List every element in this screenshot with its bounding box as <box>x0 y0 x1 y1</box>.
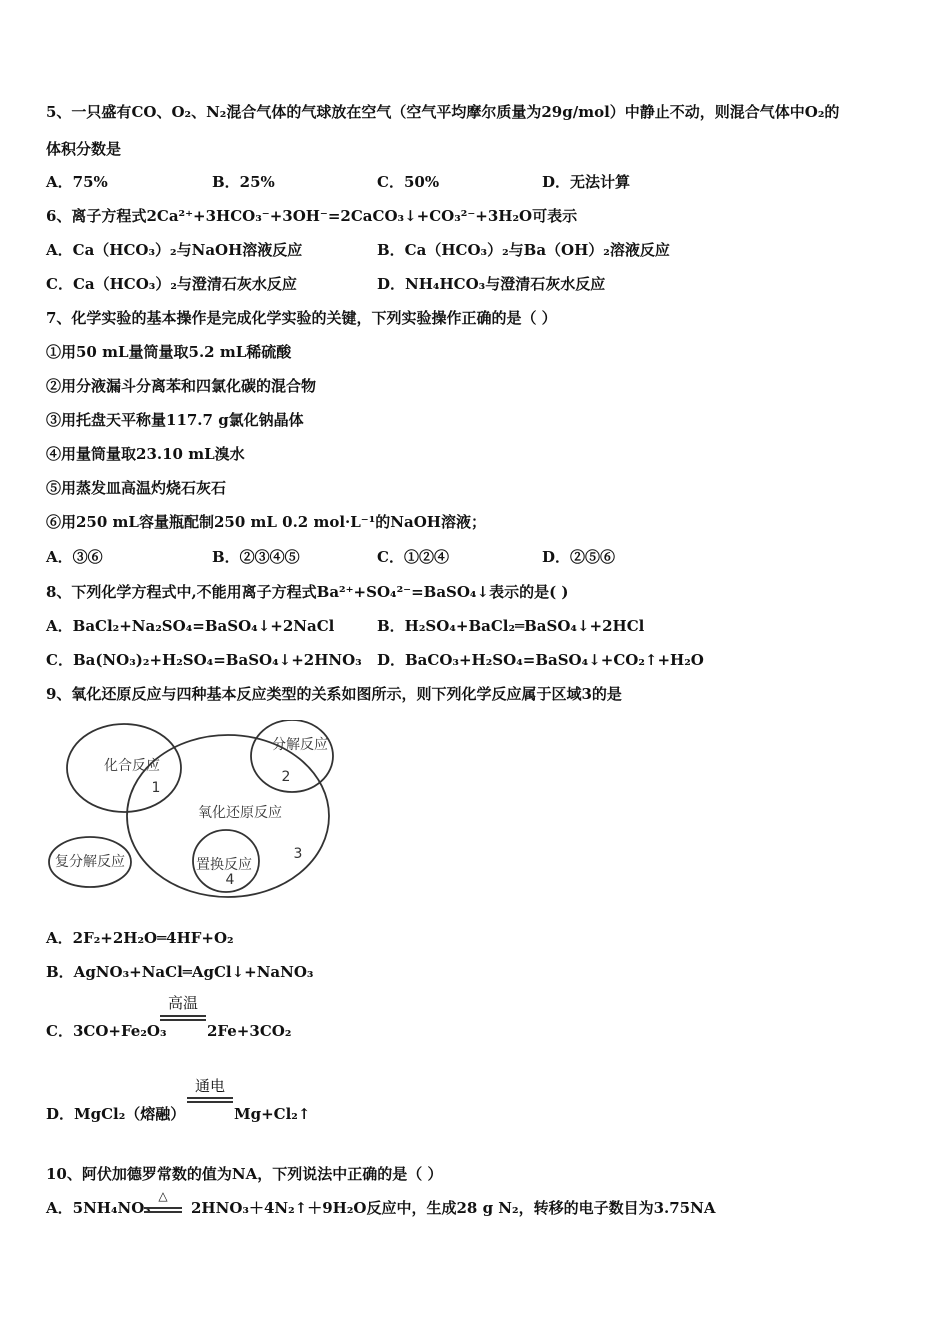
q9-option-c-condition: 高温 <box>167 994 198 1012</box>
q10-option-a-left: A．5NH₄NO₃ <box>46 1199 151 1217</box>
q5-stem-line2: 体积分数是 <box>46 140 122 158</box>
q7-item-4: ④用量筒量取23.10 mL溴水 <box>46 445 245 463</box>
q7-item-1: ①用50 mL量筒量取5.2 mL稀硫酸 <box>46 343 292 361</box>
region-2-number: 2 <box>281 769 291 785</box>
double-decomposition-label: 复分解反应 <box>55 854 125 870</box>
displacement-label: 置换反应 <box>196 857 252 873</box>
q10-option-a-right: 2HNO₃＋4N₂↑＋9H₂O反应中，生成28 g N₂，转移的电子数目为3.75NA <box>191 1199 716 1217</box>
q9-option-d-left: D．MgCl₂（熔融） <box>46 1105 186 1123</box>
region-3-number: 3 <box>293 846 303 862</box>
q7-option-a: A．③⑥ <box>46 548 103 566</box>
q8-option-a: A．BaCl₂+Na₂SO₄=BaSO₄↓+2NaCl <box>46 617 335 635</box>
q9-option-d-equals-bar-lower <box>187 1101 233 1103</box>
q7-item-2: ②用分液漏斗分离苯和四氯化碳的混合物 <box>46 377 317 395</box>
q9-option-c-right: 2Fe+3CO₂ <box>207 1022 292 1040</box>
q8-option-d: D．BaCO₃+H₂SO₄=BaSO₄↓+CO₂↑+H₂O <box>377 651 704 669</box>
q9-option-b: B．AgNO₃+NaCl═AgCl↓+NaNO₃ <box>46 963 314 981</box>
q9-option-a: A．2F₂+2H₂O═4HF+O₂ <box>46 929 234 947</box>
q6-option-b: B．Ca（HCO₃）₂与Ba（OH）₂溶液反应 <box>377 241 670 259</box>
reaction-type-venn-diagram <box>44 720 349 900</box>
q10-option-a-condition: △ <box>158 1189 168 1203</box>
q9-option-c-left: C．3CO+Fe₂O₃ <box>46 1022 167 1040</box>
q7-item-3: ③用托盘天平称量117.7 g氯化钠晶体 <box>46 411 304 429</box>
q7-item-6: ⑥用250 mL容量瓶配制250 mL 0.2 mol·L⁻¹的NaOH溶液； <box>46 513 486 531</box>
q10-stem: 10、阿伏加德罗常数的值为NA，下列说法中正确的是（ ） <box>46 1165 443 1183</box>
q9-option-d-condition: 通电 <box>194 1077 225 1095</box>
q10-option-a-equals-bar <box>144 1207 182 1209</box>
decomposition-circle <box>251 720 333 792</box>
q6-option-c: C．Ca（HCO₃）₂与澄清石灰水反应 <box>46 275 297 293</box>
combination-label: 化合反应 <box>104 758 160 774</box>
q7-stem: 7、化学实验的基本操作是完成化学实验的关键，下列实验操作正确的是（ ） <box>46 309 557 327</box>
region-4-number: 4 <box>225 872 235 888</box>
q8-option-c: C．Ba(NO₃)₂+H₂SO₄=BaSO₄↓+2HNO₃ <box>46 651 362 669</box>
q7-item-5: ⑤用蒸发皿高温灼烧石灰石 <box>46 479 227 497</box>
q5-option-d: D．无法计算 <box>542 173 631 191</box>
q10-option-a-equals-bar-lower <box>144 1211 182 1213</box>
q5-option-c: C．50% <box>377 173 440 191</box>
q9-option-d-equals-bar <box>187 1097 233 1099</box>
q5-option-a: A．75% <box>46 173 108 191</box>
q5-option-b: B．25% <box>212 173 275 191</box>
q7-option-c: C．①②④ <box>377 548 449 566</box>
decomposition-label: 分解反应 <box>272 737 328 753</box>
q5-stem-line1: 5、一只盛有CO、O₂、N₂混合气体的气球放在空气（空气平均摩尔质量为29g/mol）中静止不动，则混合气体中O₂的 <box>46 103 840 121</box>
q6-option-a: A．Ca（HCO₃）₂与NaOH溶液反应 <box>46 241 303 259</box>
q7-option-d: D．②⑤⑥ <box>542 548 616 566</box>
q8-option-b: B．H₂SO₄+BaCl₂═BaSO₄↓+2HCl <box>377 617 645 635</box>
q6-option-d: D．NH₄HCO₃与澄清石灰水反应 <box>377 275 606 293</box>
region-1-number: 1 <box>151 780 161 796</box>
q8-stem: 8、下列化学方程式中,不能用离子方程式Ba²⁺+SO₄²⁻=BaSO₄↓表示的是( ) <box>46 583 569 601</box>
q9-option-c-equals-bar-lower <box>160 1019 206 1021</box>
redox-label: 氧化还原反应 <box>198 805 282 821</box>
q9-option-c-equals-bar <box>160 1015 206 1017</box>
q9-stem: 9、氧化还原反应与四种基本反应类型的关系如图所示，则下列化学反应属于区域3的是 <box>46 685 622 703</box>
q7-option-b: B．②③④⑤ <box>212 548 300 566</box>
q9-option-d-right: Mg+Cl₂↑ <box>234 1105 311 1123</box>
q6-stem: 6、离子方程式2Ca²⁺+3HCO₃⁻+3OH⁻=2CaCO₃↓+CO₃²⁻+3H₂O可表示 <box>46 207 578 225</box>
